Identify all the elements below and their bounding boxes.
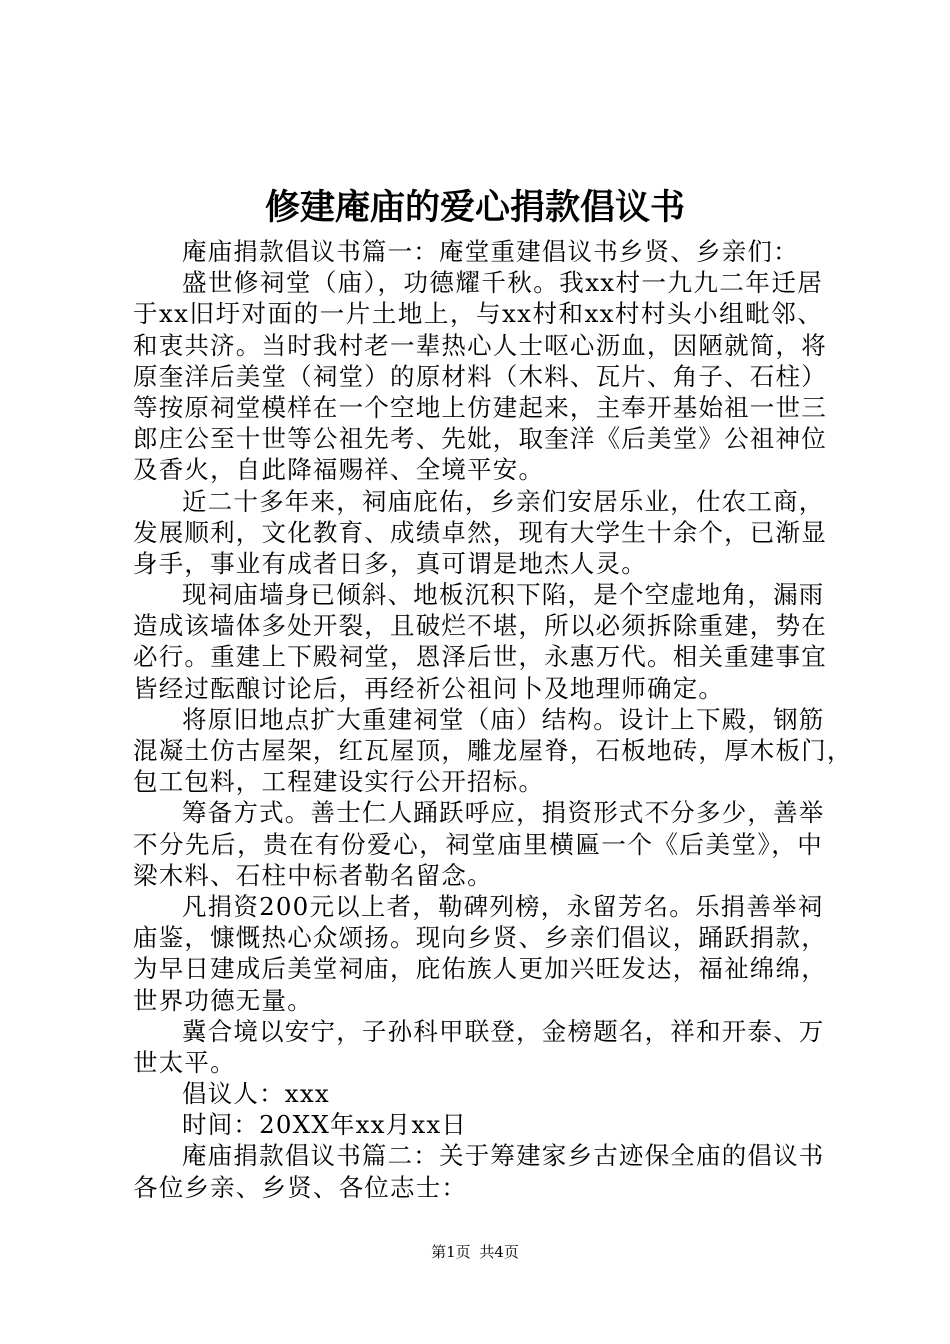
body-line: 世太平。 xyxy=(133,1047,236,1077)
body-line: 发展顺利，文化教育、成绩卓然，现有大学生十余个，已渐显 xyxy=(133,517,827,547)
body-line: 造成该墙体多处开裂，且破烂不堪，所以必须拆除重建，势在 xyxy=(133,611,827,641)
body-line: 庵庙捐款倡议书篇二：关于筹建家乡古迹保全庙的倡议书 xyxy=(182,1141,825,1171)
body-line: 原奎洋后美堂（祠堂）的原材料（木料、瓦片、角子、石柱） xyxy=(133,361,827,391)
document-body xyxy=(133,236,853,1203)
body-line: 等按原祠堂模样在一个空地上仿建起来，主奉开基始祖一世三 xyxy=(133,392,827,422)
body-line: 近二十多年来，祠庙庇佑，乡亲们安居乐业，仕农工商， xyxy=(182,486,825,516)
page-footer xyxy=(0,1242,950,1262)
body-line: 和衷共济。当时我村老一辈热心人士呕心沥血，因陋就简，将 xyxy=(133,330,827,360)
body-line: 筹备方式。善士仁人踊跃呼应，捐资形式不分多少，善举 xyxy=(182,798,825,828)
body-line: 不分先后，贵在有份爱心，祠堂庙里横匾一个《后美堂》，中 xyxy=(133,829,823,859)
body-line: 庵庙捐款倡议书篇一：庵堂重建倡议书乡贤、乡亲们： xyxy=(182,237,799,266)
body-line: 必行。重建上下殿祠堂，恩泽后世，永惠万代。相关重建事宜 xyxy=(133,642,827,672)
body-line: 包工包料，工程建设实行公开招标。 xyxy=(133,767,545,797)
body-line: 及香火，自此降福赐祥、全境平安。 xyxy=(133,455,545,485)
date-line: 时间：20XX年xx月xx日 xyxy=(182,1110,468,1140)
body-line: 盛世修祠堂（庙），功德耀千秋。我xx村一九九二年迁居 xyxy=(182,268,823,298)
body-line: 于xx旧圩对面的一片土地上，与xx村和xx村村头小组毗邻、 xyxy=(133,299,823,329)
page-number: 第1页 xyxy=(431,1243,471,1261)
body-line: 皆经过酝酿讨论后，再经祈公祖问卜及地理师确定。 xyxy=(133,673,725,703)
body-line: 梁木料、石柱中标者勒名留念。 xyxy=(133,860,493,890)
body-line: 为早日建成后美堂祠庙，庇佑族人更加兴旺发达，福祉绵绵， xyxy=(133,954,827,984)
body-line: 世界功德无量。 xyxy=(133,985,313,1015)
document-title: 修建庵庙的爱心捐款倡议书 xyxy=(264,188,685,228)
body-line: 各位乡亲、乡贤、各位志士： xyxy=(133,1172,468,1202)
body-line: 庙鉴，慷慨热心众颂扬。现向乡贤、乡亲们倡议，踊跃捐款， xyxy=(133,923,827,953)
body-line: 郎庄公至十世等公祖先考、先妣，取奎洋《后美堂》公祖神位 xyxy=(133,424,827,454)
body-line: 凡捐资200元以上者，勒碑列榜，永留芳名。乐捐善举祠 xyxy=(182,891,824,921)
page-total: 共4页 xyxy=(479,1243,519,1261)
body-line: 身手，事业有成者日多，真可谓是地杰人灵。 xyxy=(133,548,647,578)
signatory-line: 倡议人：xxx xyxy=(182,1079,330,1109)
body-line: 将原旧地点扩大重建祠堂（庙）结构。设计上下殿，钢筋 xyxy=(182,704,825,734)
body-line: 混凝土仿古屋架，红瓦屋顶，雕龙屋脊，石板地砖，厚木板门， xyxy=(133,736,853,765)
body-line: 现祠庙墙身已倾斜、地板沉积下陷，是个空虚地角，漏雨 xyxy=(182,580,825,610)
body-line: 冀合境以安宁，子孙科甲联登，金榜题名，祥和开泰、万 xyxy=(182,1016,825,1046)
